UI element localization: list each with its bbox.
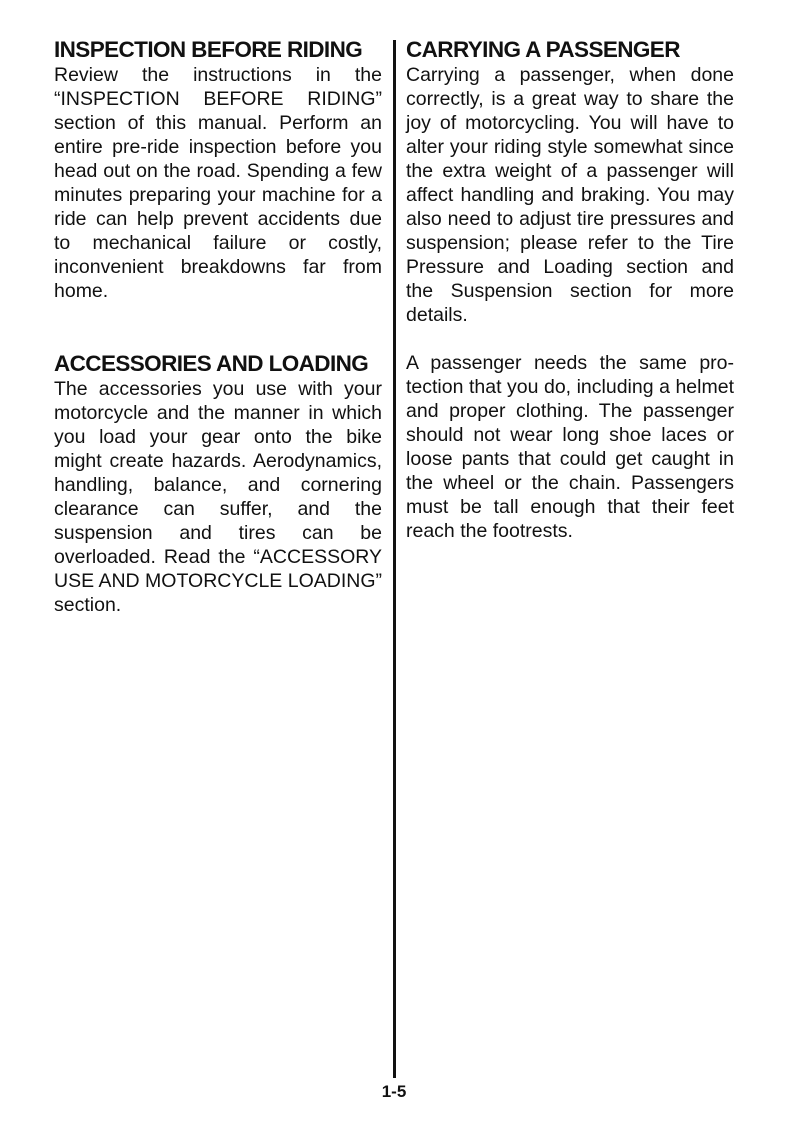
section-spacer	[54, 303, 382, 351]
passenger-heading: CARRYING A PASSENGER	[406, 37, 680, 62]
paragraph-spacer	[406, 327, 734, 351]
inspection-heading: INSPECTION BEFORE RIDING	[54, 37, 363, 62]
accessories-body: The accessories you use with your motorcycle and the manner in which you load your gear onto the bike might create hazards. Aerodynamics, handling, balance, and cornering clearance can suffer, and the suspension and tires can be overloaded. Read the “ACCESSORY USE AND MOTORCYCLE LOADING” section.	[54, 378, 382, 616]
passenger-section	[406, 37, 734, 543]
right-column	[406, 37, 734, 543]
inspection-body: Review the instructions in the “INSPECTION BEFORE RIDING” section of this manual. Perform an entire pre-ride inspection before you head out on the road. Spending a few minutes preparing your machine for a ride can help prevent accidents due to mechanical failure or costly, inconvenient breakdowns far from home.	[54, 64, 382, 302]
column-divider	[393, 40, 396, 1078]
accessories-section	[54, 351, 382, 617]
passenger-body-2: A passenger needs the same protection that you do, including a helmet and proper clothing. The passenger should not wear long shoe laces or loose pants that could get caught in the wheel or the chain. Passengers must be tall enough that their feet reach the footrests.	[406, 352, 734, 542]
passenger-body-1: Carrying a passenger, when done correctly, is a great way to share the joy of motorcycling. You will have to alter your riding style somewhat since the extra weight of a passenger will affect handling and braking. You may also need to adjust tire pressures and suspension; please refer to the Tire Pressure and Loading section and the Suspension section for more details.	[406, 64, 734, 326]
accessories-heading: ACCESSORIES AND LOADING	[54, 351, 369, 376]
left-column	[54, 37, 382, 617]
page-number: 1-5	[381, 1082, 407, 1101]
inspection-section	[54, 37, 382, 303]
